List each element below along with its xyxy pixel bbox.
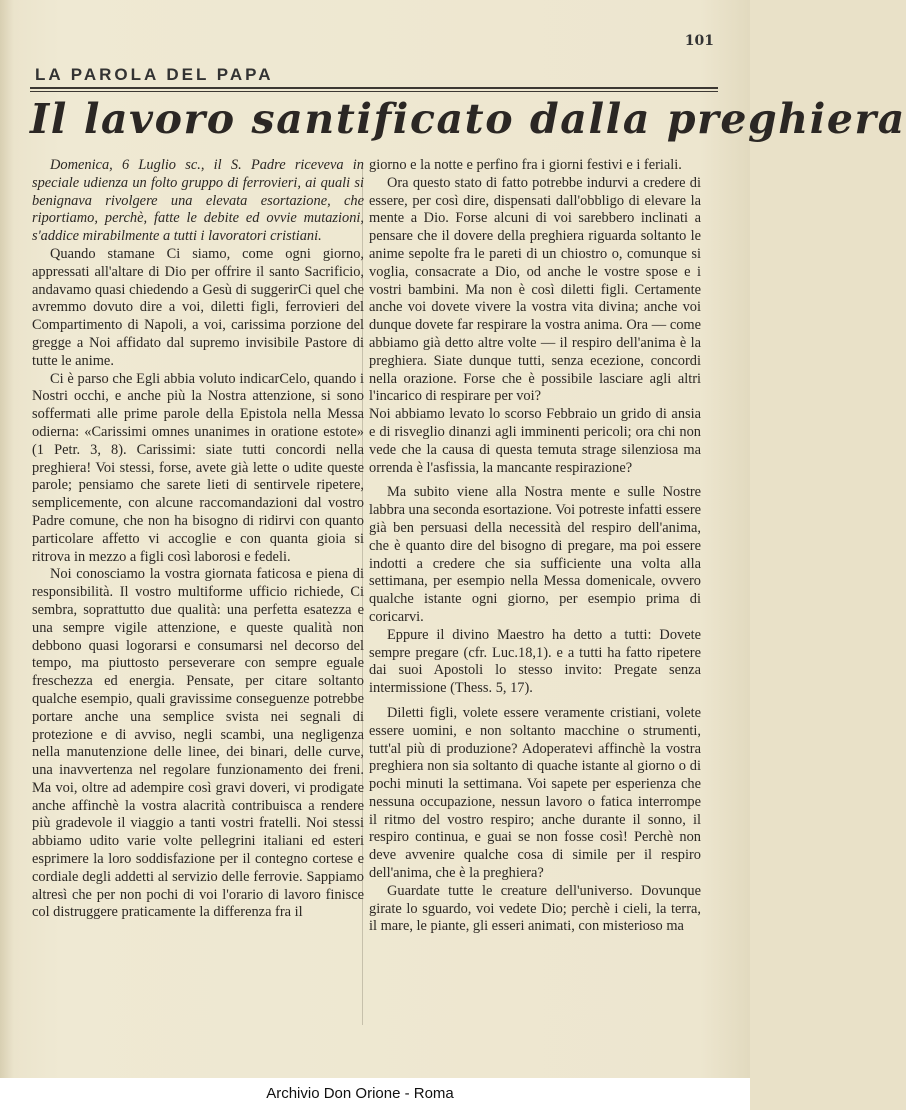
section-label: LA PAROLA DEL PAPA [35,65,274,84]
column-gutter [362,165,363,1025]
body-paragraph: Ma subito viene alla Nostra mente e sulle Nostre labbra una seconda esortazione. Voi potreste infatti essere già ben persuasi della necessità del respiro dell'anima, che è quanto dire del bisogno di pregare, ma poi essere indotti a credere che sia sufficiente una volta alla settimana, per esempio nella Messa domenicale, ovvero qualche istante ogni giorno, per esempio prima di coricarvi. [369,484,701,625]
page-number: 101 [684,33,714,49]
body-paragraph: Quando stamane Ci siamo, come ogni giorno, appressati all'altare di Dio per offrire il santo Sacrificio, andavamo quasi chiedendo a Gesù di suggerirCi quel che avremmo dovuto dire a voi, diletti figli, ferrovieri del Compartimento di Napoli, a voi, carissima porzione del gregge a Noi affidato dal supremo invisibile Pastore di tutte le anime. [32,245,364,369]
article-headline: Il lavoro santificato dalla preghiera [30,95,906,143]
body-paragraph: Eppure il divino Maestro ha detto a tutti: Dovete sempre pregare (cfr. Luc.18,1). e a tutti ha fatto ripetere dai suoi Apostoli lo stesso invito: Pregate senza intermissione (Thess. 5, 17). [369,626,701,697]
body-paragraph: Ora questo stato di fatto potrebbe indurvi a credere di essere, per così dire, dispensati dall'obbligo di elevare la mente a Dio. Forse alcuni di voi sarebbero inclinati a pensare che il dovere della preghiera riguarda soltanto le anime sepolte fra le pareti di un chiostro o, comunque si voglia, consacrate a Dio, od anche le vostre spose e i vostri bambini. Ma non è così diletti figli. Certamente anche voi dovete vivere la vostra vita divina; anche voi dunque dovete far respirare la vostra anima. Ora — come abbiamo già detto altre volte — il respiro dell'anima è la preghiera. Siate dunque tutti, senza ecezione, concordi nella orazione. Forse che è possibile lasciare agli altri l'incarico di respirare per voi? [369,174,701,405]
body-paragraph: giorno e la notte e perfino fra i giorni festivi e i feriali. [369,157,682,173]
left-column [32,157,364,922]
intro-paragraph: Domenica, 6 Luglio sc., il S. Padre riceveva in speciale udienza un folto gruppo di ferrovieri, ai quali si benignava rivolgere una elevata esortazione, che riportiamo, perchè, fatte le debite ed ovvie mutazioni, s'addice mirabilmente a tutti i lavoratori cristiani. [32,157,364,245]
body-paragraph: Guardate tutte le creature dell'universo. Dovunque girate lo sguardo, voi vedete Dio; perchè i cieli, la terra, il mare, le piante, gli esseri animati, con misterioso ma [369,882,701,935]
archive-footer [0,1078,750,1110]
header-rule-thin [30,91,718,92]
body-paragraph: Diletti figli, volete essere veramente cristiani, volete essere uomini, e non soltanto macchine o strumenti, tutt'al più di produzione? Adoperatevi affinchè la vostra preghiera non sia soltanto di quache istante al giorno o di pochi minuti la settimana. Voi sapete per esperienza che nessuna occupazione, nessun lavoro o fatica interrompe il ritmo del vostro respiro; anche durante il sonno, il respiro continua, e guai se non fosse così! Perchè non deve avvenire qualche cosa di simile per il respiro dell'anima, che è la preghiera? [369,704,701,882]
body-paragraph: Ci è parso che Egli abbia voluto indicarCelo, quando i Nostri occhi, e anche più la Nostra attenzione, si sono soffermati alle prime parole della Epistola nella Messa odierna: «Carissimi omnes unanimes in oratione estote» (1 Petr. 3, 8). Carissimi: siate tutti concordi nella preghiera! Voi stessi, forse, avete già lette o udite queste parole; pensiamo che sarete lieti di sentirvele ripetere, semplicemente, con alcune raccomandazioni dal vostro Padre comune, che non ha bisogno di ridirvi con quanto particolare affetto vi accoglie e con quanta gioia si ritrova in mezzo a figli così laborosi e fedeli. [32,370,364,565]
right-column [369,157,701,936]
archive-credit: Archivio Don Orione - Roma [266,1085,454,1102]
body-paragraph: Noi conosciamo la vostra giornata faticosa e piena di responsibilità. Il vostro multiforme ufficio richiede, Ci sembra, soprattutto due qualità: una perfetta esatezza e una sempre vigile attenzione, e queste qualità non debbono quasi logorarsi e consumarsi nel decorso del tempo, ma piuttosto perseverare con sempre eguale freschezza ed energia. Pensate, per citare soltanto qualche esempio, quali gravissime conseguenze potrebbe portare anche una semplice svista nei segnali di protezione e di avviso, negli scambi, una negligenza nella manutenzione delle linee, dei binari, delle curve, una inavvertenza nel regolare funzionamento dei freni. Ma voi, oltre ad adempire così gravi doveri, vi prodigate anche affinchè la vostra alacrità contribuisca a rendere più gradevole il viaggio a tanti vostri fratelli. Noi stessi abbiamo udito varie volte pellegrini italiani ed esteri esprimere la loro soddisfazione per il contegno cortese e cordiale degli addetti al servizio delle ferrovie. Sappiamo altresì che per non pochi di voi l'orario di lavoro finisce col distruggere praticamente la differenza fra il [32,566,364,921]
header-rule [30,87,718,89]
body-paragraph: Noi abbiamo levato lo scorso Febbraio un grido di ansia e di risveglio dinanzi agli imminenti pericoli; ora chi non vede che la causa di questa temuta strage silenziosa ma orrenda è l'asfissia, la mancante respirazione? [369,406,701,476]
